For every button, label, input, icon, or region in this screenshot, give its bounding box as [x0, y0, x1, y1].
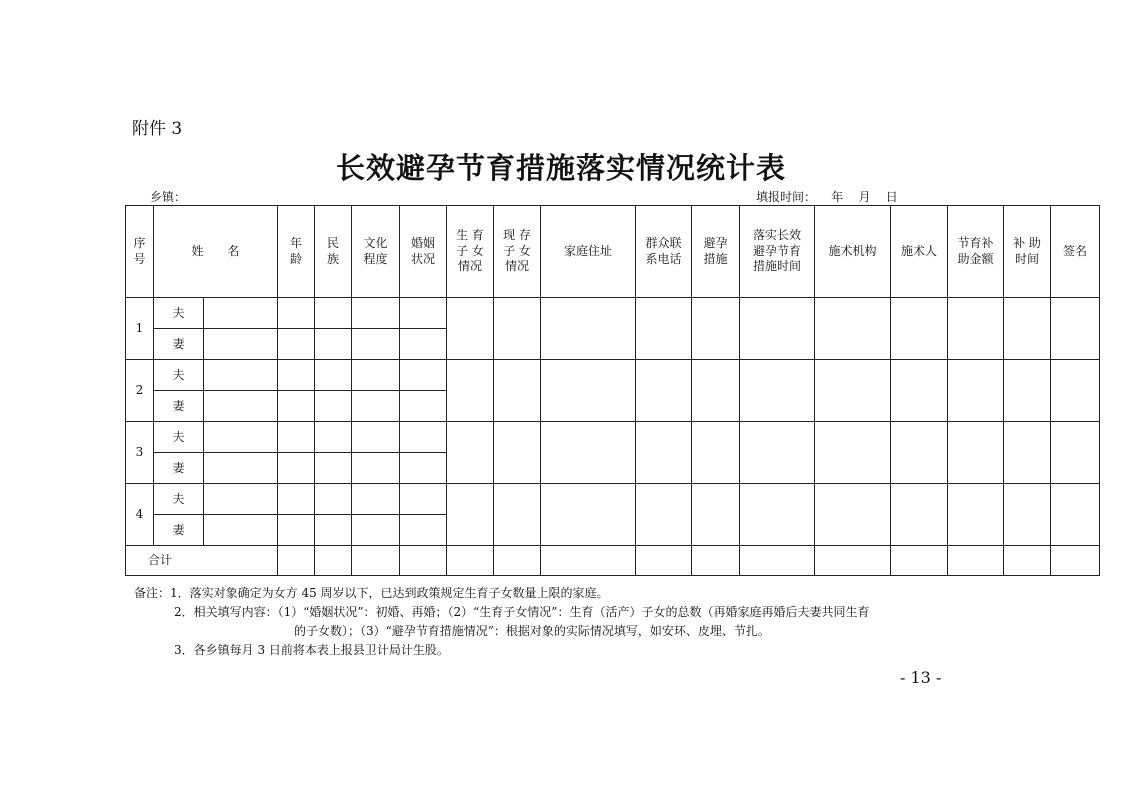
education-cell[interactable]	[352, 360, 400, 391]
subsidy-time-cell[interactable]	[1004, 422, 1051, 484]
marital-cell[interactable]	[400, 515, 447, 546]
name-cell[interactable]	[204, 515, 278, 546]
education-cell[interactable]	[352, 484, 400, 515]
note-line-3: 的子女数）；（3）“避孕节育措施情况”：根据对象的实际情况填写，如安环、皮埋、节扎。	[294, 624, 770, 638]
husband-label: 夫	[154, 360, 204, 391]
subsidy-time-cell[interactable]	[1004, 298, 1051, 360]
signature-cell[interactable]	[1051, 298, 1100, 360]
contraception-cell[interactable]	[692, 360, 740, 422]
total-marital-cell[interactable]	[400, 546, 447, 576]
ethnicity-cell[interactable]	[315, 329, 352, 360]
education-cell[interactable]	[352, 422, 400, 453]
age-cell[interactable]	[278, 391, 315, 422]
children-living-cell[interactable]	[494, 422, 541, 484]
surgeon-cell[interactable]	[891, 484, 948, 546]
education-cell[interactable]	[352, 329, 400, 360]
age-cell[interactable]	[278, 484, 315, 515]
row-seq: 3	[126, 422, 154, 484]
children-born-cell[interactable]	[447, 298, 494, 360]
husband-label: 夫	[154, 298, 204, 329]
total-address-cell[interactable]	[541, 546, 636, 576]
phone-cell[interactable]	[636, 422, 692, 484]
header-education: 文化 程度	[352, 206, 400, 298]
marital-cell[interactable]	[400, 391, 447, 422]
contraception-cell[interactable]	[692, 298, 740, 360]
marital-cell[interactable]	[400, 484, 447, 515]
total-phone-cell[interactable]	[636, 546, 692, 576]
name-cell[interactable]	[204, 360, 278, 391]
marital-cell[interactable]	[400, 329, 447, 360]
ethnicity-cell[interactable]	[315, 484, 352, 515]
children-living-cell[interactable]	[494, 298, 541, 360]
children-living-cell[interactable]	[494, 360, 541, 422]
name-cell[interactable]	[204, 329, 278, 360]
ethnicity-cell[interactable]	[315, 391, 352, 422]
row-seq: 4	[126, 484, 154, 546]
address-cell[interactable]	[541, 484, 636, 546]
subsidy-time-cell[interactable]	[1004, 360, 1051, 422]
header-seq: 序 号	[126, 206, 154, 298]
subsidy-amount-cell[interactable]	[948, 484, 1004, 546]
total-contraception-cell[interactable]	[692, 546, 740, 576]
header-subsidy-amount: 节育补 助金额	[948, 206, 1004, 298]
surgery-institution-cell[interactable]	[815, 422, 891, 484]
education-cell[interactable]	[352, 391, 400, 422]
surgeon-cell[interactable]	[891, 360, 948, 422]
implement-time-cell[interactable]	[740, 422, 815, 484]
signature-cell[interactable]	[1051, 484, 1100, 546]
marital-cell[interactable]	[400, 298, 447, 329]
total-age-cell[interactable]	[278, 546, 315, 576]
subsidy-amount-cell[interactable]	[948, 422, 1004, 484]
document-title: 长效避孕节育措施落实情况统计表	[335, 151, 786, 185]
surgeon-cell[interactable]	[891, 298, 948, 360]
age-cell[interactable]	[278, 453, 315, 484]
contraception-cell[interactable]	[692, 484, 740, 546]
township-label: 乡镇：	[150, 190, 187, 204]
header-contraception: 避孕 措施	[692, 206, 740, 298]
total-surgeon-cell[interactable]	[891, 546, 948, 576]
total-subsidy-time-cell[interactable]	[1004, 546, 1051, 576]
header-children-born: 生 育 子 女 情况	[447, 206, 494, 298]
table-header-row	[126, 206, 1100, 298]
header-marital: 婚姻 状况	[400, 206, 447, 298]
husband-label: 夫	[154, 484, 204, 515]
children-born-cell[interactable]	[447, 422, 494, 484]
row-seq: 1	[126, 298, 154, 360]
ethnicity-cell[interactable]	[315, 298, 352, 329]
ethnicity-cell[interactable]	[315, 422, 352, 453]
total-label: 合计	[126, 546, 278, 576]
age-cell[interactable]	[278, 329, 315, 360]
implement-time-cell[interactable]	[740, 360, 815, 422]
ethnicity-cell[interactable]	[315, 515, 352, 546]
header-children-living: 现 存 子 女 情况	[494, 206, 541, 298]
header-surgeon: 施术人	[891, 206, 948, 298]
signature-cell[interactable]	[1051, 422, 1100, 484]
age-cell[interactable]	[278, 515, 315, 546]
fill-time-label: 填报时间： 年 月 日	[756, 190, 898, 204]
attachment-label: 附件 3	[132, 119, 183, 139]
header-ethnicity: 民 族	[315, 206, 352, 298]
header-signature: 签名	[1051, 206, 1100, 298]
ethnicity-cell[interactable]	[315, 453, 352, 484]
name-cell[interactable]	[204, 422, 278, 453]
header-phone: 群众联 系电话	[636, 206, 692, 298]
wife-label: 妻	[154, 391, 204, 422]
education-cell[interactable]	[352, 298, 400, 329]
total-children-born-cell[interactable]	[447, 546, 494, 576]
total-row	[126, 546, 1100, 576]
marital-cell[interactable]	[400, 360, 447, 391]
note-line-2: 2．相关填写内容：（1）“婚姻状况”：初婚、再婚；（2）“生育子女情况”：生育（活产）子女的总数（再婚家庭再婚后夫妻共同生育	[174, 605, 870, 619]
ethnicity-cell[interactable]	[315, 360, 352, 391]
header-subsidy-time: 补 助 时间	[1004, 206, 1051, 298]
address-cell[interactable]	[541, 422, 636, 484]
name-cell[interactable]	[204, 453, 278, 484]
table-row	[126, 422, 1100, 453]
phone-cell[interactable]	[636, 360, 692, 422]
implement-time-cell[interactable]	[740, 484, 815, 546]
address-cell[interactable]	[541, 298, 636, 360]
name-cell[interactable]	[204, 484, 278, 515]
age-cell[interactable]	[278, 360, 315, 391]
surgery-institution-cell[interactable]	[815, 360, 891, 422]
subsidy-amount-cell[interactable]	[948, 360, 1004, 422]
page-number: - 13 -	[900, 668, 942, 687]
note-line-4: 3．各乡镇每月 3 日前将本表上报县卫计局计生股。	[174, 643, 449, 657]
age-cell[interactable]	[278, 298, 315, 329]
name-cell[interactable]	[204, 298, 278, 329]
table-row	[126, 298, 1100, 329]
address-cell[interactable]	[541, 360, 636, 422]
wife-label: 妻	[154, 453, 204, 484]
total-implement-time-cell[interactable]	[740, 546, 815, 576]
phone-cell[interactable]	[636, 298, 692, 360]
subsidy-amount-cell[interactable]	[948, 298, 1004, 360]
header-age: 年 龄	[278, 206, 315, 298]
implement-time-cell[interactable]	[740, 298, 815, 360]
children-living-cell[interactable]	[494, 484, 541, 546]
name-cell[interactable]	[204, 391, 278, 422]
header-address: 家庭住址	[541, 206, 636, 298]
marital-cell[interactable]	[400, 422, 447, 453]
children-born-cell[interactable]	[447, 484, 494, 546]
total-ethnicity-cell[interactable]	[315, 546, 352, 576]
marital-cell[interactable]	[400, 453, 447, 484]
header-surgery-institution: 施术机构	[815, 206, 891, 298]
total-subsidy-amount-cell[interactable]	[948, 546, 1004, 576]
age-cell[interactable]	[278, 422, 315, 453]
total-children-living-cell[interactable]	[494, 546, 541, 576]
education-cell[interactable]	[352, 515, 400, 546]
phone-cell[interactable]	[636, 484, 692, 546]
signature-cell[interactable]	[1051, 360, 1100, 422]
education-cell[interactable]	[352, 453, 400, 484]
wife-label: 妻	[154, 515, 204, 546]
statistics-table	[125, 205, 1100, 576]
husband-label: 夫	[154, 422, 204, 453]
total-education-cell[interactable]	[352, 546, 400, 576]
total-surgery-institution-cell[interactable]	[815, 546, 891, 576]
note-line-1: 备注：1．落实对象确定为女方 45 周岁以下，已达到政策规定生育子女数量上限的家庭。	[134, 586, 609, 600]
wife-label: 妻	[154, 329, 204, 360]
contraception-cell[interactable]	[692, 422, 740, 484]
surgery-institution-cell[interactable]	[815, 484, 891, 546]
row-seq: 2	[126, 360, 154, 422]
notes-section	[134, 584, 869, 660]
surgery-institution-cell[interactable]	[815, 298, 891, 360]
total-signature-cell[interactable]	[1051, 546, 1100, 576]
header-implement-time: 落实长效 避孕节育 措施时间	[740, 206, 815, 298]
table-row	[126, 360, 1100, 391]
header-name: 姓 名	[154, 206, 278, 298]
subsidy-time-cell[interactable]	[1004, 484, 1051, 546]
surgeon-cell[interactable]	[891, 422, 948, 484]
children-born-cell[interactable]	[447, 360, 494, 422]
table-row	[126, 484, 1100, 515]
